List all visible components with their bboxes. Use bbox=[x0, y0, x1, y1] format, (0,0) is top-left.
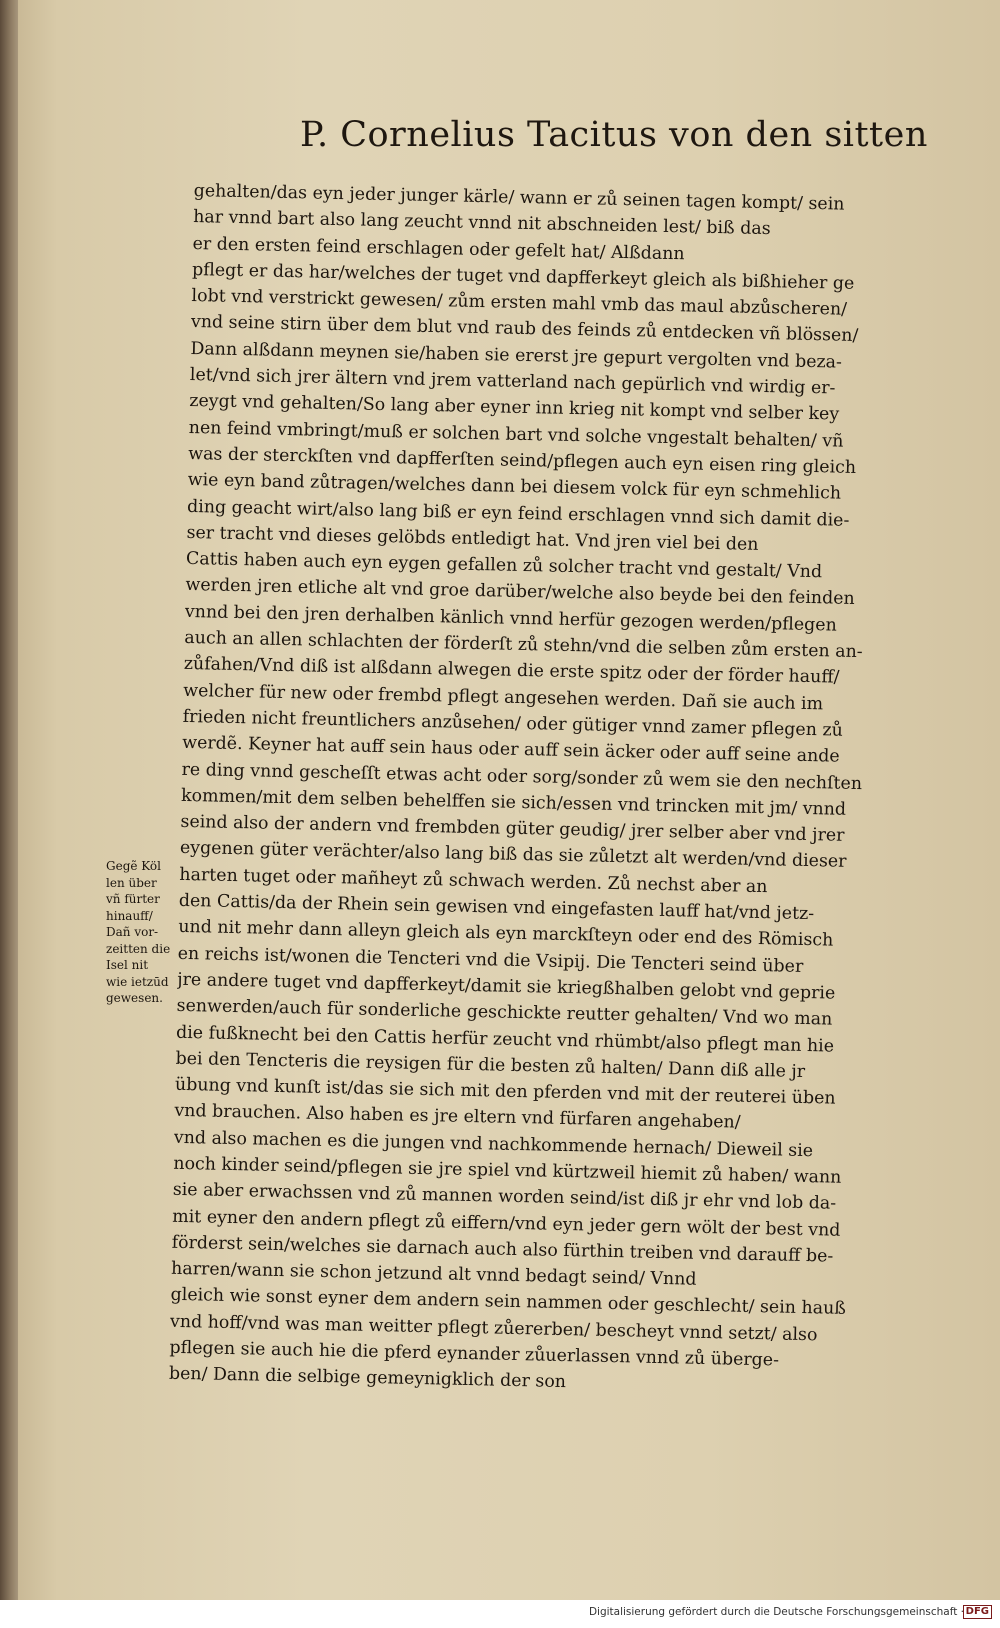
text-line: zeygt vnd gehalten/So lang aber eyner inn krieg nit kompt vnd selber key bbox=[189, 391, 840, 425]
margin-note-line: hinauff/ bbox=[106, 908, 153, 923]
text-line: frieden nicht freuntlichers anzůsehen/ oder gütiger vnnd zamer pflegen zů bbox=[182, 706, 843, 741]
text-line: Cattis haben auch eyn eygen gefallen zů solcher tracht vnd gestalt/ Vnd bbox=[185, 549, 823, 583]
text-line: welcher für new oder frembd pflegt angesehen werden. Dañ sie auch im bbox=[183, 680, 824, 714]
text-line: harren/wann sie schon jetzund alt vnnd bedagt seind/ Vnnd bbox=[170, 1258, 697, 1290]
margin-note-line: vñ fürter bbox=[106, 892, 160, 906]
text-line: förderst sein/welches sie darnach auch also fürthin treiben vnd darauff be- bbox=[171, 1232, 834, 1267]
text-line: vnnd bei den jren derhalben känlich vnnd herfür gezogen werden/pflegen bbox=[184, 601, 837, 636]
text-line: was der sterckſten vnd dapfferſten seind/pflegen auch eyn eisen ring gleich bbox=[188, 443, 857, 478]
text-line: har vnnd bart also lang zeucht vnnd nit abschneiden lest/ biß das bbox=[192, 207, 771, 240]
body-text bbox=[169, 178, 934, 1403]
text-line: die fußknecht bei den Cattis herfür zeucht vnd rhümbt/also pflegt man hie bbox=[175, 1022, 835, 1057]
margin-note-line: Gegẽ Köl bbox=[106, 859, 161, 873]
text-line: senwerden/auch für sonderliche geschickte reutter gehalten/ Vnd wo man bbox=[176, 996, 833, 1030]
text-line: zůfahen/Vnd diß ist alßdann alwegen die erste spitz oder der förder hauff/ bbox=[183, 654, 840, 688]
text-line: vnd seine stirn über dem blut vnd raub des feinds zů entdecken vñ blössen/ bbox=[190, 312, 859, 347]
text-line: jre andere tuget vnd dapfferkeyt/damit sie kriegßhalben gelobt vnd geprie bbox=[176, 969, 836, 1004]
text-line: lobt vnd verstrickt gewesen/ zům ersten mahl vmb das maul abzůscheren/ bbox=[191, 286, 848, 320]
margin-note-line: len über bbox=[106, 875, 157, 890]
text-line: vnd hoff/vnd was man weitter pflegt zůererben/ bescheyt vnnd setzt/ also bbox=[169, 1311, 818, 1346]
margin-note bbox=[106, 858, 186, 1007]
text-line: vnd brauchen. Also haben es jre eltern vnd fürfaren angehaben/ bbox=[174, 1101, 741, 1134]
text-line: kommen/mit dem selben behelffen sie sich/essen vnd trincken mit jm/ vnnd bbox=[180, 785, 847, 820]
margin-note-line: Dañ vor- bbox=[106, 925, 159, 939]
text-line: ben/ Dann die selbige gemeynigklich der son bbox=[168, 1364, 567, 1393]
text-line: vnd also machen es die jungen vnd nachkommende hernach/ Dieweil sie bbox=[173, 1127, 814, 1161]
text-line: auch an allen schlachten der förderſt zů stehn/vnd die selben zům ersten an- bbox=[184, 627, 863, 663]
margin-note-line: gewesen. bbox=[106, 991, 163, 1005]
text-line: ding geacht wirt/also lang biß er eyn feind erschlagen vnnd sich damit die- bbox=[186, 496, 850, 531]
text-line: bei den Tencteris die reysigen für die besten zů halten/ Dann diß alle jr bbox=[175, 1048, 806, 1082]
text-line: harten tuget oder mañheyt zů schwach werden. Zů nechst aber an bbox=[179, 864, 768, 897]
text-line: wie eyn band zůtragen/welches dann bei diesem volck für eyn schmehlich bbox=[187, 470, 842, 504]
dfg-logo: DFG bbox=[963, 1605, 992, 1619]
text-line: werdẽ. Keyner hat auff sein haus oder auff sein äcker oder auff seine ande bbox=[181, 733, 840, 767]
text-line: gleich wie sonst eyner dem andern sein nammen oder geschlecht/ sein hauß bbox=[170, 1285, 847, 1320]
text-line: werden jren etliche alt vnd groe darüber/welche also beyde bei den feinden bbox=[185, 575, 855, 610]
running-header: P. Cornelius Tacitus von den sitten bbox=[300, 115, 928, 155]
text-line: Dann alßdann meynen sie/haben sie ererst jre gepurt vergolten vnd beza- bbox=[190, 338, 843, 373]
text-line: den Cattis/da der Rhein sein gewisen vnd eingefasten lauff hat/vnd jetz- bbox=[178, 890, 815, 925]
text-line: gehalten/das eyn jeder junger kärle/ wann er zů seinen tagen kompt/ sein bbox=[193, 180, 845, 215]
margin-note-line: Isel nit bbox=[106, 958, 149, 972]
text-line: ser tracht vnd dieses gelöbds entledigt hat. Vnd jren viel bei den bbox=[186, 522, 759, 555]
text-line: let/vnd sich jrer ältern vnd jrem vatterland nach gepürlich vnd wirdig er- bbox=[189, 365, 836, 399]
margin-note-line: wie ietzūd bbox=[106, 974, 169, 989]
text-line: eygenen güter verächter/also lang biß das sie zůletzt alt werden/vnd dieser bbox=[179, 838, 847, 873]
margin-note-line: zeitten die bbox=[106, 941, 171, 956]
text-line: re ding vnnd gescheſſt etwas acht oder sorg/sonder zů wem sie den nechſten bbox=[181, 759, 863, 794]
text-line: nen feind vmbringt/muß er solchen bart vnd solche vngestalt behalten/ vñ bbox=[188, 417, 844, 452]
text-line: seind also der andern vnd frembden güter geudig/ jrer selber aber vnd jrer bbox=[180, 811, 845, 846]
text-line: und nit mehr dann alleyn gleich als eyn marckſteyn oder end des Römisch bbox=[178, 917, 834, 951]
text-line: pflegen sie auch hie die pferd eynander zůuerlassen vnnd zů überge- bbox=[169, 1337, 780, 1371]
text-line: en reichs ist/wonen die Tencteri vnd die Vsipij. Die Tencteri seind über bbox=[177, 943, 804, 977]
text-line: übung vnd kunſt ist/das sie sich mit den pferden vnd mit der reuterei üben bbox=[174, 1074, 836, 1109]
text-line: pflegt er das har/welches der tuget vnd dapfferkeyt gleich als bißhieher ge bbox=[191, 259, 855, 294]
text-line: sie aber erwachssen vnd zů mannen worden seind/ist diß jr ehr vnd lob da- bbox=[172, 1180, 837, 1214]
text-line: er den ersten feind erschlagen oder gefelt hat/ Alßdann bbox=[192, 233, 685, 264]
text-line: noch kinder seind/pflegen sie jre spiel vnd kürtzweil hiemit zů haben/ wann bbox=[173, 1153, 842, 1188]
text-line: mit eyner den andern pflegt zů eiffern/vnd eyn jeder gern wölt der best vnd bbox=[172, 1206, 841, 1241]
footer-credit: Digitalisierung gefördert durch die Deutsche Forschungsgemeinschaft · bbox=[588, 1606, 964, 1618]
